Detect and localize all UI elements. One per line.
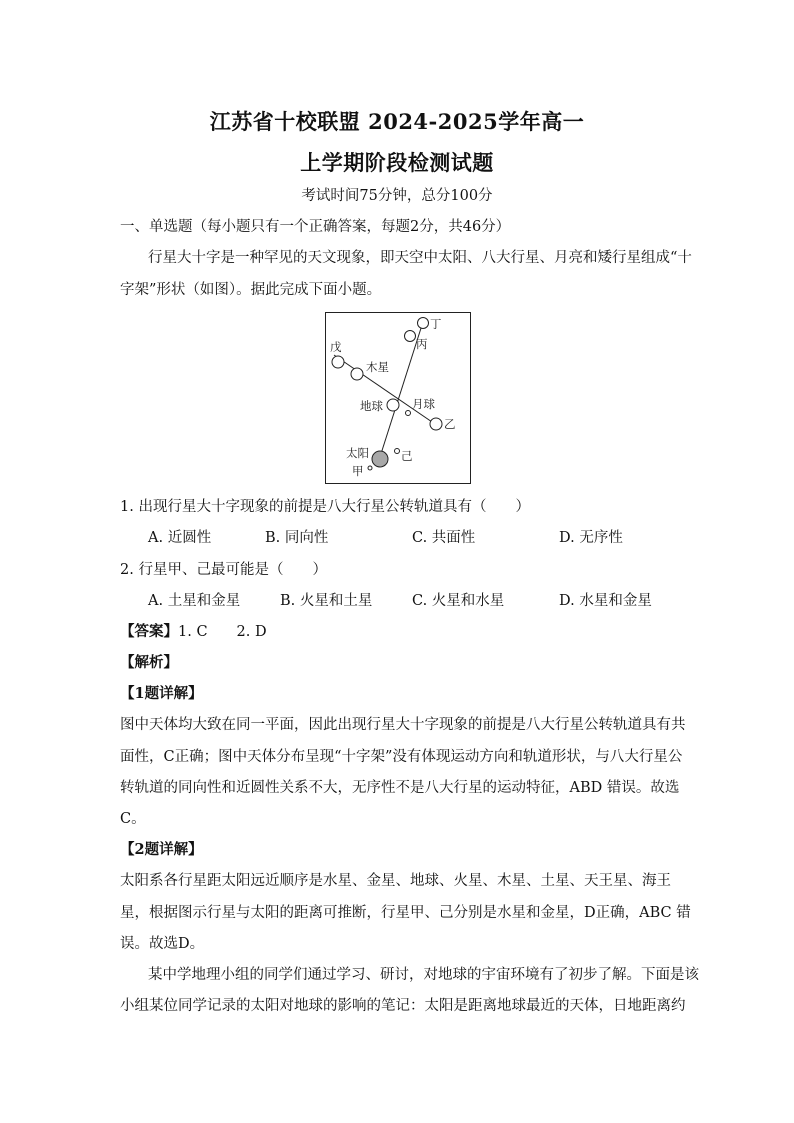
q1-detail-label: 【1题详解】: [120, 685, 203, 702]
label-jupiter: 木星: [366, 360, 389, 374]
intro-line-2: 字架”形状（如图）。据此完成下面小题。: [120, 282, 382, 298]
jupiter-circle: [351, 368, 363, 380]
planet-yi-circle: [430, 418, 442, 430]
section-heading: 一、单选题（每小题只有一个正确答案，每题2分，共46分）: [120, 219, 511, 235]
planet-ji-circle: [395, 449, 400, 454]
label-jia: 甲: [352, 464, 364, 478]
q2-detail-label: 【2题详解】: [120, 841, 203, 858]
question-1-stem: 1. 出现行星大十字现象的前提是八大行星公转轨道具有（ ）: [120, 499, 530, 515]
next-passage-line-1: 某中学地理小组的同学们通过学习、研讨，对地球的宇宙环境有了初步了解。下面是该: [148, 967, 699, 983]
label-bing: 丙: [416, 337, 428, 351]
question-2-option-b[interactable]: B. 火星和土星: [280, 593, 373, 609]
analysis-label: 【解析】: [120, 654, 178, 671]
earth-circle: [387, 399, 399, 411]
planet-bing-circle: [405, 331, 416, 342]
sun-circle: [372, 451, 388, 467]
question-2-option-d[interactable]: D. 水星和金星: [559, 593, 652, 609]
question-2-stem: 2. 行星甲、己最可能是（ ）: [120, 562, 327, 578]
label-ji: 己: [401, 449, 413, 463]
exam-title-line2: 上学期阶段检测试题: [300, 150, 494, 175]
next-passage-line-2: 小组某位同学记录的太阳对地球的影响的笔记：太阳是距离地球最近的天体，日地距离约: [120, 998, 686, 1014]
label-moon: 月球: [412, 397, 435, 411]
intro-line-1: 行星大十字是一种罕见的天文现象，即天空中太阳、八大行星、月亮和矮行星组成“十: [148, 250, 692, 266]
q1-detail-line-4: C。: [120, 811, 146, 827]
label-earth: 地球: [360, 399, 383, 413]
planet-wu-circle: [332, 356, 344, 368]
answer-label: 【答案】: [120, 623, 178, 640]
q1-detail-line-3: 转轨道的同向性和近圆性关系不大，无序性不是八大行星的运动特征，ABD 错误。故选: [120, 780, 680, 796]
question-1-option-a[interactable]: A. 近圆性: [148, 530, 212, 546]
question-1-option-c[interactable]: C. 共面性: [412, 530, 476, 546]
exam-info: 考试时间75分钟，总分100分: [301, 188, 493, 204]
question-2-options: [148, 591, 688, 611]
label-wu: 戊: [330, 340, 342, 354]
question-2-option-c[interactable]: C. 火星和水星: [412, 593, 505, 609]
q1-detail-line-1: 图中天体均大致在同一平面，因此出现行星大十字现象的前提是八大行星公转轨道具有共: [120, 717, 686, 733]
q2-detail-line-3: 误。故选D。: [120, 936, 205, 952]
moon-circle: [406, 411, 411, 416]
exam-title-line1: 江苏省十校联盟 2024-2025学年高一: [209, 109, 585, 134]
q2-detail-line-1: 太阳系各行星距太阳远近顺序是水星、金星、地球、火星、木星、土星、天王星、海王: [120, 873, 671, 889]
question-1-options: [148, 528, 688, 548]
question-1-option-b[interactable]: B. 同向性: [265, 530, 329, 546]
label-ding: 丁: [430, 317, 442, 331]
question-2-option-a[interactable]: A. 土星和金星: [148, 593, 241, 609]
planet-jia-circle: [368, 466, 372, 470]
label-yi: 乙: [444, 417, 456, 431]
answer-line: [120, 622, 680, 642]
planetary-cross-diagram: [326, 313, 472, 485]
q1-detail-line-2: 面性，C正确；图中天体分布呈现“十字架”没有体现运动方向和轨道形状，与八大行星公: [120, 749, 683, 765]
question-1-option-d[interactable]: D. 无序性: [559, 530, 623, 546]
q2-detail-line-2: 星，根据图示行星与太阳的距离可推断，行星甲、己分别是水星和金星，D正确，ABC 错: [120, 905, 691, 921]
planet-ding-circle: [418, 318, 429, 329]
answer-text: 1. C 2. D: [178, 624, 267, 640]
planetary-cross-figure: [325, 312, 471, 484]
label-sun: 太阳: [346, 446, 369, 460]
